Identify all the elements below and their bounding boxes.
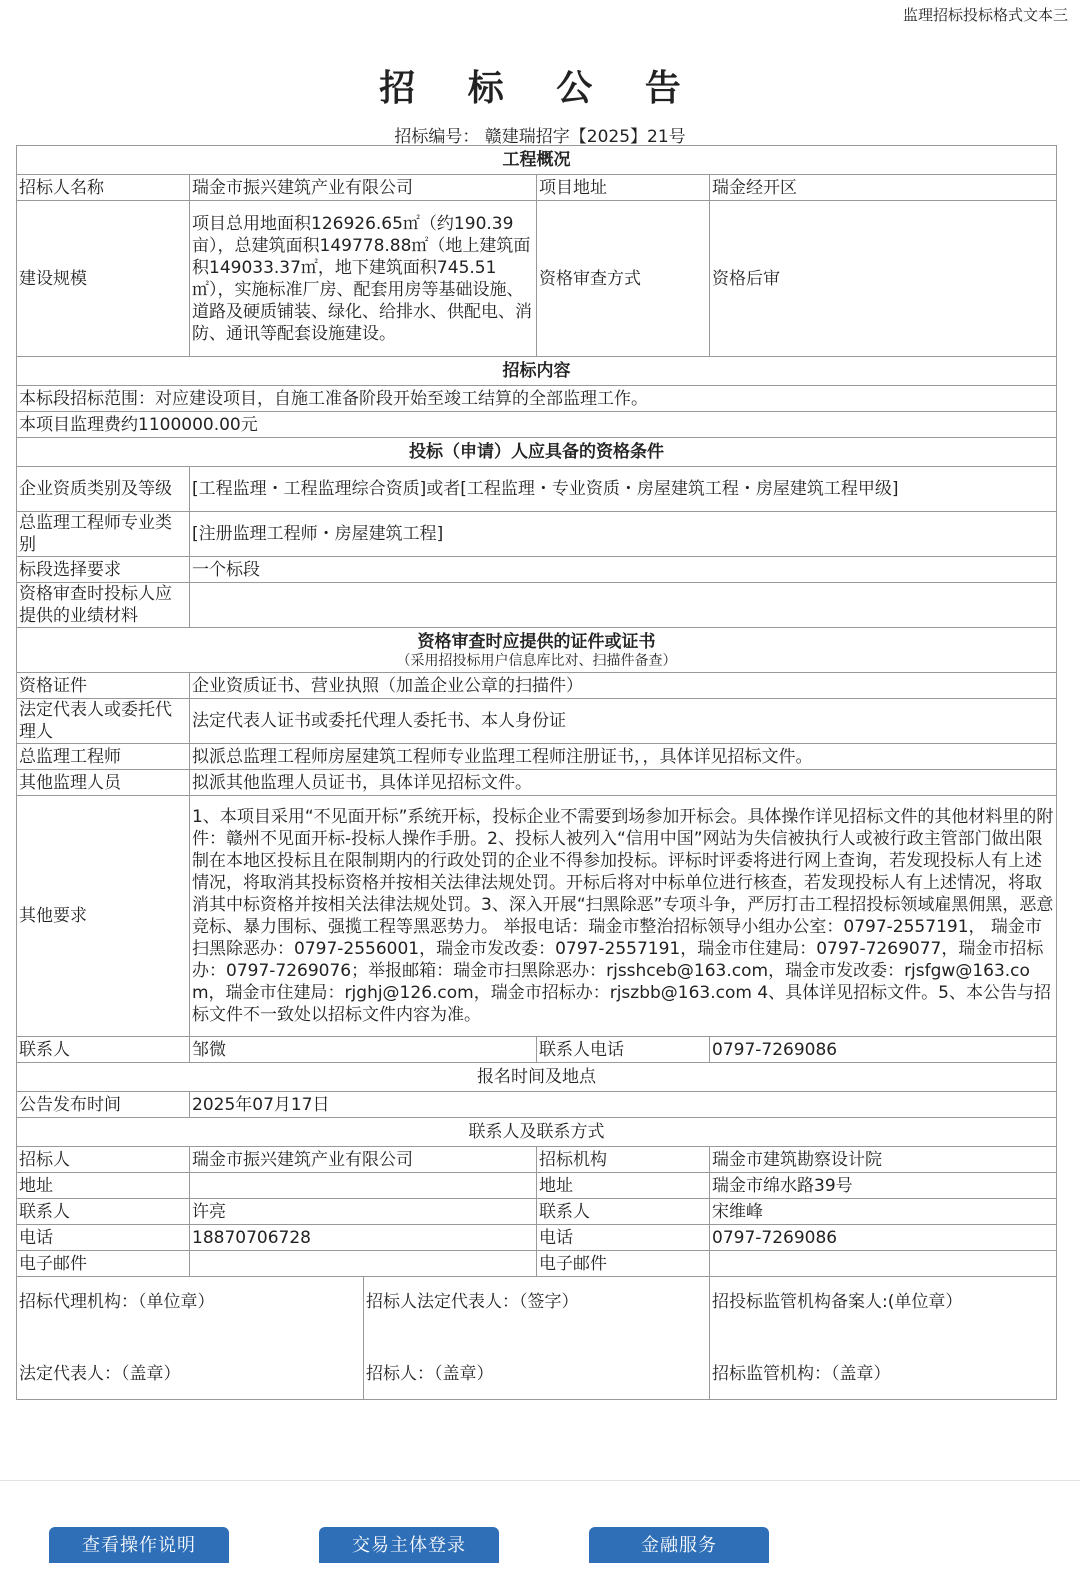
section-registration-heading: 报名时间及地点 xyxy=(17,1063,1057,1092)
contact-value xyxy=(710,1251,1057,1277)
contact-value: 瑞金市建筑勘察设计院 xyxy=(710,1147,1057,1173)
construction-scale-label: 建设规模 xyxy=(17,201,190,357)
agency-seal-label: 招标代理机构：（单位章） xyxy=(19,1292,215,1312)
contact-label: 地址 xyxy=(537,1173,710,1199)
contact-phone-value: 0797-7269086 xyxy=(710,1037,1057,1063)
qualification-value: [注册监理工程师・房屋建筑工程] xyxy=(190,512,1057,557)
tenderer-name-value: 瑞金市振兴建筑产业有限公司 xyxy=(190,175,537,201)
contact-value: 许亮 xyxy=(190,1199,537,1225)
qualification-label: 总监理工程师专业类别 xyxy=(17,512,190,557)
contact-phone-label: 联系人电话 xyxy=(537,1037,710,1063)
contact-value: 0797-7269086 xyxy=(710,1225,1057,1251)
trading-entity-login-button[interactable]: 交易主体登录 xyxy=(319,1527,499,1563)
qualification-value: [工程监理・工程监理综合资质]或者[工程监理・专业资质・房屋建筑工程・房屋建筑工程甲级] xyxy=(190,467,1057,512)
review-method-label: 资格审查方式 xyxy=(537,201,710,357)
tenderer-rep-sign-label: 招标人法定代表人：（签字） xyxy=(366,1292,579,1312)
cert-label: 法定代表人或委托代理人 xyxy=(17,699,190,744)
contact-label: 联系人 xyxy=(537,1199,710,1225)
document-format-label: 监理招标投标格式文本三 xyxy=(902,6,1068,24)
contact-value xyxy=(190,1173,537,1199)
section-qualification-heading: 投标（申请）人应具备的资格条件 xyxy=(17,438,1057,467)
contact-label: 电子邮件 xyxy=(537,1251,710,1277)
cert-value: 拟派总监理工程师房屋建筑工程师专业监理工程师注册证书，，具体详见招标文件。 xyxy=(190,744,1057,770)
contact-label: 电话 xyxy=(17,1225,190,1251)
section-certs-heading xyxy=(17,628,1057,673)
tenderer-seal-label: 招标人：（盖章） xyxy=(366,1364,494,1384)
certs-heading-note: （采用招投标用户信息库比对、扫描件备查） xyxy=(396,653,677,669)
qualification-label: 标段选择要求 xyxy=(17,557,190,583)
contact-value xyxy=(190,1251,537,1277)
cert-value: 法定代表人证书或委托代理人委托书、本人身份证 xyxy=(190,699,1057,744)
section-content-heading: 招标内容 xyxy=(17,357,1057,386)
section-contacts-heading: 联系人及联系方式 xyxy=(17,1118,1057,1147)
footer-divider xyxy=(0,1480,1080,1481)
contact-value: 宋维峰 xyxy=(710,1199,1057,1225)
publish-time-value: 2025年07月17日 xyxy=(190,1092,1057,1118)
certs-heading-text: 资格审查时应提供的证件或证书 xyxy=(417,632,656,652)
cert-label: 其他监理人员 xyxy=(17,770,190,796)
operation-guide-button[interactable]: 查看操作说明 xyxy=(49,1527,229,1563)
other-requirements-label: 其他要求 xyxy=(17,796,190,1037)
publish-time-label: 公告发布时间 xyxy=(17,1092,190,1118)
qualification-value: 一个标段 xyxy=(190,557,1057,583)
cert-value: 企业资质证书、营业执照（加盖企业公章的扫描件） xyxy=(190,673,1057,699)
review-method-value: 资格后审 xyxy=(710,201,1057,357)
construction-scale-value: 项目总用地面积126926.65㎡（约190.39亩），总建筑面积149778.88㎡（地上建筑面积149033.37㎡，地下建筑面积745.51㎡），实施标准厂房、配套用房等基础设施、道路及硬质铺装、绿化、给排水、供配电、消防、通讯等配套设施建设。 xyxy=(190,201,537,357)
signature-agency-cell xyxy=(17,1277,364,1400)
signature-tenderer-cell xyxy=(364,1277,710,1400)
tenderer-name-label: 招标人名称 xyxy=(17,175,190,201)
project-address-value: 瑞金经开区 xyxy=(710,175,1057,201)
cert-label: 资格证件 xyxy=(17,673,190,699)
bid-scope: 本标段招标范围：对应建设项目，自施工准备阶段开始至竣工结算的全部监理工作。 xyxy=(17,386,1057,412)
qualification-value xyxy=(190,583,1057,628)
cert-value: 拟派其他监理人员证书，具体详见招标文件。 xyxy=(190,770,1057,796)
announcement-table xyxy=(16,145,1057,1400)
agency-rep-seal-label: 法定代表人：（盖章） xyxy=(19,1364,181,1384)
supervision-fee: 本项目监理费约1100000.00元 xyxy=(17,412,1057,438)
contact-label: 电话 xyxy=(537,1225,710,1251)
contact-value: 瑞金市振兴建筑产业有限公司 xyxy=(190,1147,537,1173)
contact-label: 电子邮件 xyxy=(17,1251,190,1277)
page-title: 招 标 公 告 xyxy=(379,68,701,109)
supervisor-filer-label: 招投标监管机构备案人:(单位章） xyxy=(712,1292,963,1312)
bid-number: 招标编号： 赣建瑞招字【2025】21号 xyxy=(394,127,686,147)
other-requirements-value: 1、本项目采用“不见面开标”系统开标，投标企业不需要到场参加开标会。具体操作详见招标文件的其他材料里的附件：赣州不见面开标-投标人操作手册。2、投标人被列入“信用中国”网站为失信被执行人或被行政主管部门做出限制在本地区投标且在限制期内的行政处罚的企业不得参加投标。评标时评委将进行网上查询，若发现投标人有上述情况，将取消其投标资格并按相关法律法规处罚。开标后将对中标单位进行核查，若发现投标人有上述情况，将取消其中标资格并按相关法律法规处罚。3、深入开展“扫黑除恶”专项斗争，严厉打击工程招投标领域雇黑佣黑，恶意竞标、暴力围标、强揽工程等黑恶势力。 举报电话：瑞金市整治招标领导小组办公室：0797-2557191， 瑞金市扫黑除恶办：0797-2556001，瑞金市发改委：0797-2557191，瑞金市住建局：0797-7269077，瑞金市招标办：0797-7269076；举报邮箱：瑞金市扫黑除恶办：rjsshceb@163.com，瑞金市发改委：rjsfgw@163.com，瑞金市住建局：rjghj@126.com，瑞金市招标办：rjszbb@163.com 4、具体详见招标文件。5、本公告与招标文件不一致处以招标文件内容为准。 xyxy=(190,796,1057,1037)
contact-person-value: 邹微 xyxy=(190,1037,537,1063)
section-overview-heading: 工程概况 xyxy=(17,146,1057,175)
contact-label: 招标人 xyxy=(17,1147,190,1173)
signature-supervisor-cell xyxy=(710,1277,1057,1400)
cert-label: 总监理工程师 xyxy=(17,744,190,770)
contact-person-label: 联系人 xyxy=(17,1037,190,1063)
qualification-label: 企业资质类别及等级 xyxy=(17,467,190,512)
contact-value: 18870706728 xyxy=(190,1225,537,1251)
contact-label: 招标机构 xyxy=(537,1147,710,1173)
supervisor-seal-label: 招标监管机构：（盖章） xyxy=(712,1364,891,1384)
qualification-label: 资格审查时投标人应提供的业绩材料 xyxy=(17,583,190,628)
contact-value: 瑞金市绵水路39号 xyxy=(710,1173,1057,1199)
financial-services-button[interactable]: 金融服务 xyxy=(589,1527,769,1563)
contact-label: 地址 xyxy=(17,1173,190,1199)
contact-label: 联系人 xyxy=(17,1199,190,1225)
project-address-label: 项目地址 xyxy=(537,175,710,201)
